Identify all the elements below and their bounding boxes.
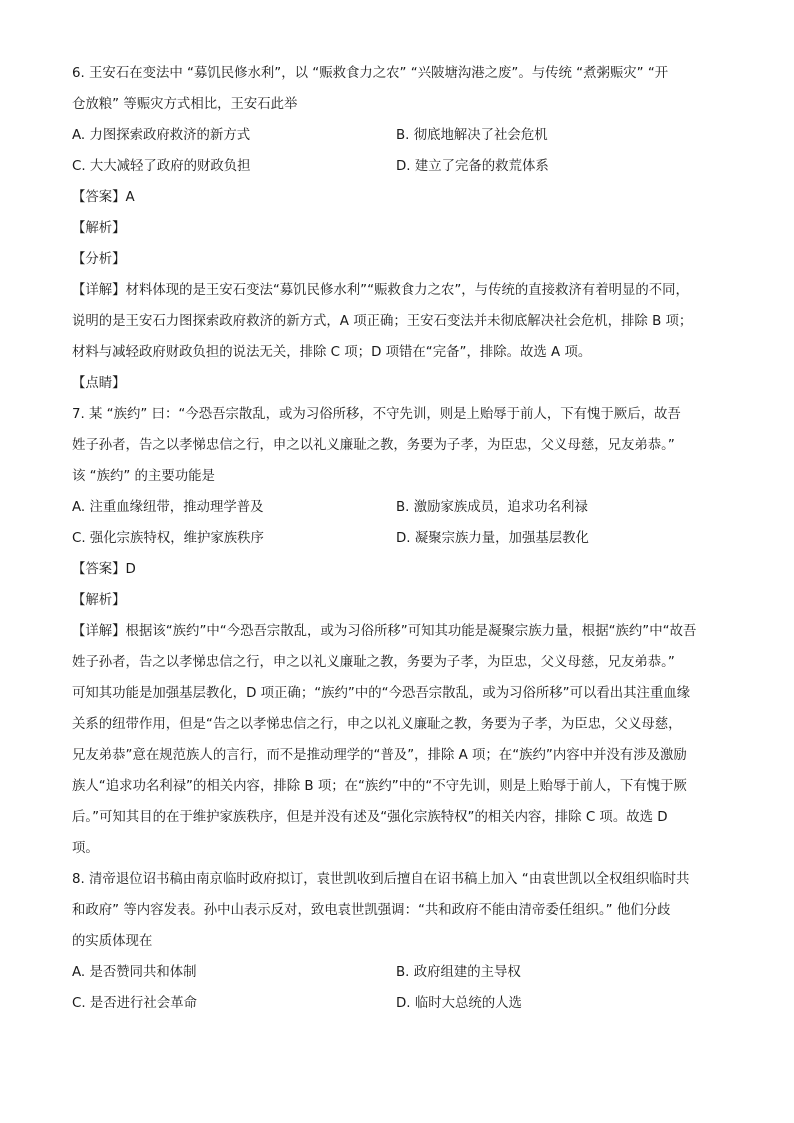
question-8-option-a: A. 是否赞同共和体制 <box>72 965 197 980</box>
question-6-detail <box>72 281 724 363</box>
question-7-stem-line: 7. 某 “族约” 曰：“今恐吾宗散乱，或为习俗所移，不守先训，则是上贻辱于前人，下有愧于厥后，故吾 <box>72 407 681 422</box>
question-6-stem-line: 仓放粮” 等赈灾方式相比，王安石此举 <box>72 97 298 112</box>
question-7-analysis-label: 【解析】 <box>72 593 126 608</box>
question-7-detail-line: 姓子孙者，告之以孝悌忠信之行，申之以礼义廉耻之教，务要为子孝，为臣忠，父义母慈，兄友弟恭。” <box>72 655 675 670</box>
question-8-option-b: B. 政府组建的主导权 <box>396 965 521 980</box>
question-7-detail-line: 族人“追求功名利禄”的相关内容，排除 B 项；在“族约”中的“不守先训，则是上贻辱于前人，下有愧于厥 <box>72 779 687 794</box>
question-7-option-d: D. 凝聚宗族力量，加强基层教化 <box>396 531 589 546</box>
question-7-stem-line: 该 “族约” 的主要功能是 <box>72 469 215 484</box>
question-7-detail-line: 项。 <box>72 841 99 856</box>
question-7-detail-line: 兄友弟恭”意在规范族人的言行，而不是推动理学的“普及”，排除 A 项；在“族约”内容中并没有涉及激励 <box>72 748 687 763</box>
question-8-stem-line: 8. 清帝退位诏书稿由南京临时政府拟订，袁世凯收到后擅自在诏书稿上加入 “由袁世凯以全权组织临时共 <box>72 872 690 887</box>
question-6-detail-line: 说明的是王安石力图探索政府救济的新方式，A 项正确；王安石变法并未彻底解决社会危机，排除 B 项； <box>72 314 693 329</box>
question-6-option-d: D. 建立了完备的救荒体系 <box>396 159 549 174</box>
document-content <box>72 64 724 1025</box>
question-7-detail-line: 【详解】根据该“族约”中“今恐吾宗散乱，或为习俗所移”可知其功能是凝聚宗族力量，根据“族约”中“故吾 <box>72 624 697 639</box>
question-6-analysis-label: 【解析】 <box>72 221 126 236</box>
question-8-stem <box>72 870 724 952</box>
question-7-answer: 【答案】D <box>72 562 136 577</box>
question-6-stem-line: 6. 王安石在变法中 “募饥民修水利”，以 “赈救食力之农” “兴陂塘沟港之废”。与传统 “煮粥赈灾” “开 <box>72 66 669 81</box>
question-6-detail-line: 【详解】材料体现的是王安石变法“募饥民修水利”“赈救食力之农”，与传统的直接救济有着明显的不同， <box>72 283 689 298</box>
question-6-answer: 【答案】A <box>72 190 135 205</box>
question-6-options-row <box>72 157 724 177</box>
question-6-options-row <box>72 126 724 146</box>
question-6-stem <box>72 64 724 115</box>
question-7-detail-line: 关系的纽带作用，但是“告之以孝悌忠信之行，申之以礼义廉耻之教，务要为子孝，为臣忠，父义母慈， <box>72 717 682 732</box>
question-7-stem <box>72 405 724 487</box>
question-6-detail-line: 材料与减轻政府财政负担的说法无关，排除 C 项；D 项错在“完备”，排除。故选 A 项。 <box>72 345 592 360</box>
question-8-stem-line: 的实质体现在 <box>72 934 153 949</box>
question-7-options-row <box>72 498 724 518</box>
question-7-option-b: B. 激励家族成员，追求功名利禄 <box>396 500 588 515</box>
question-6-option-b: B. 彻底地解决了社会危机 <box>396 128 548 143</box>
question-8-options-row <box>72 963 724 983</box>
question-7-option-c: C. 强化宗族特权，维护家族秩序 <box>72 531 264 546</box>
question-7-option-a: A. 注重血缘纽带，推动理学普及 <box>72 500 264 515</box>
question-7-options-row <box>72 529 724 549</box>
question-6-fenxi-label: 【分析】 <box>72 252 126 267</box>
question-8-options-row <box>72 994 724 1014</box>
question-7-detail-line: 可知其功能是加强基层教化，D 项正确；“族约”中的“今恐吾宗散乱，或为习俗所移”可以看出其注重血缘 <box>72 686 691 701</box>
question-7-stem-line: 姓子孙者，告之以孝悌忠信之行，申之以礼义廉耻之教，务要为子孝，为臣忠，父义母慈，兄友弟恭。” <box>72 438 675 453</box>
question-6-option-a: A. 力图探索政府救济的新方式 <box>72 128 251 143</box>
question-7-detail <box>72 622 724 859</box>
question-8-option-c: C. 是否进行社会革命 <box>72 996 197 1011</box>
question-6-dianjing-label: 【点睛】 <box>72 376 126 391</box>
question-8-option-d: D. 临时大总统的人选 <box>396 996 522 1011</box>
question-7-detail-line: 后。”可知其目的在于维护家族秩序，但是并没有述及“强化宗族特权”的相关内容，排除 C 项。故选 D <box>72 810 668 825</box>
question-8-stem-line: 和政府” 等内容发表。孙中山表示反对，致电袁世凯强调：“共和政府不能由清帝委任组织。” 他们分歧 <box>72 903 671 918</box>
question-6-option-c: C. 大大减轻了政府的财政负担 <box>72 159 251 174</box>
